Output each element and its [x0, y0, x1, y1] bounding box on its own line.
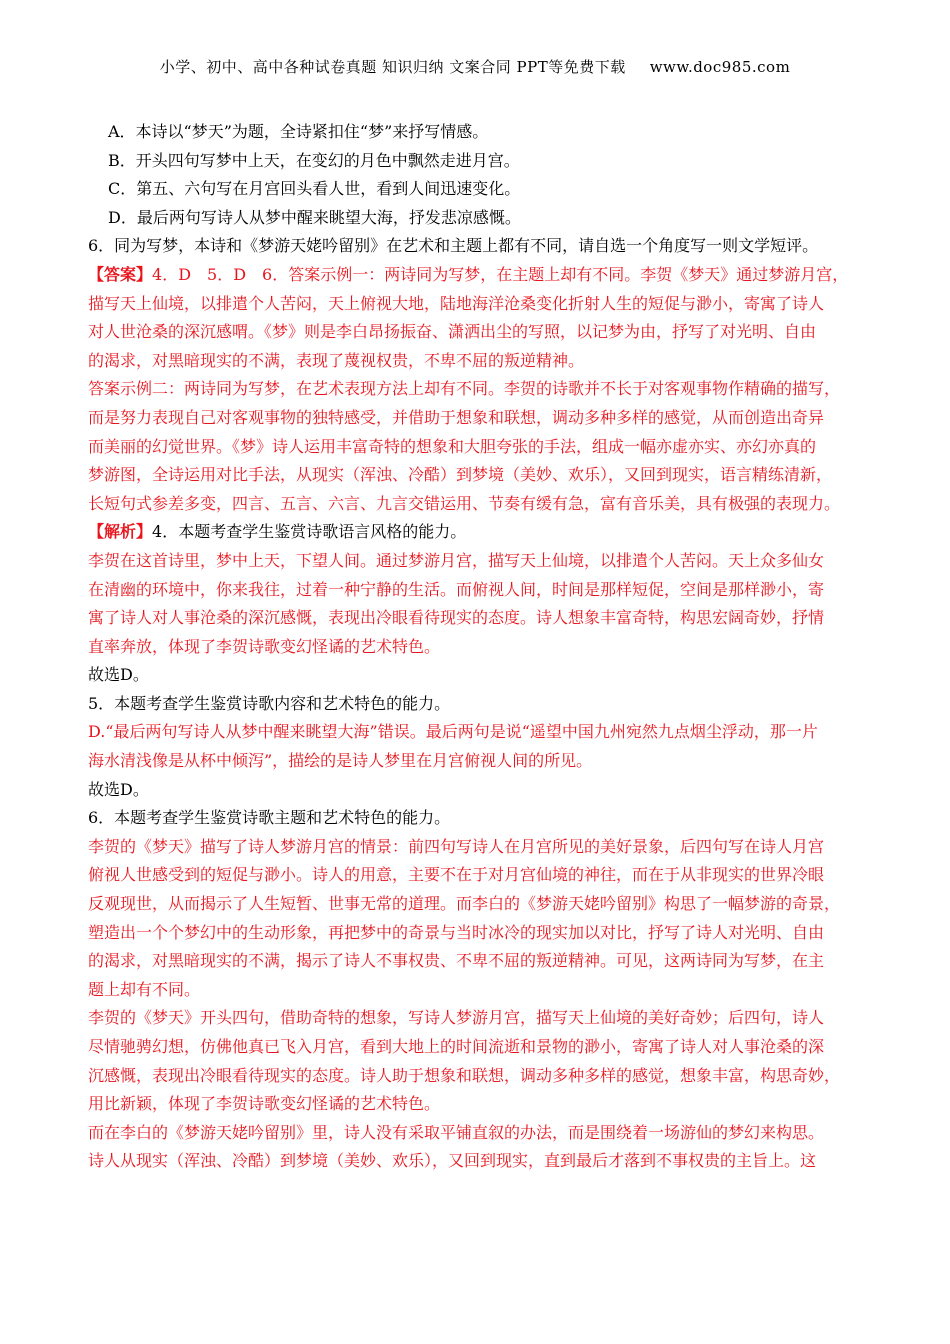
line-text: 李贺的《梦天》描写了诗人梦游月宫的情景：前四句写诗人在月宫所见的美好景象，后四句写在诗人月宫 [88, 836, 825, 856]
document-body [88, 118, 864, 1176]
section-label: 【答案】 [88, 264, 153, 284]
text-line [88, 232, 864, 261]
text-line [88, 747, 864, 776]
text-line [88, 947, 864, 976]
line-text: 反观现世，从而揭示了人生短暂、世事无常的道理。而李白的《梦游天姥吟留别》构思了一幅梦游的奇景， [88, 894, 841, 914]
line-text: 的渴求，对黑暗现实的不满，揭示了诗人不事权贵、不卑不屈的叛逆精神。可见，这两诗同为写梦，在主 [88, 951, 825, 971]
text-line [88, 404, 864, 433]
line-text: 塑造出一个个梦幻中的生动形象，再把梦中的奇景与当时冰冷的现实加以对比，抒写了诗人对光明、自由 [88, 922, 825, 942]
line-text: 对人世沧桑的深沉感喟。《梦》则是李白昂扬振奋、潇洒出尘的写照，以记梦为由，抒写了对光明、自由 [88, 322, 817, 342]
text-line [88, 375, 864, 404]
text-line [88, 433, 864, 462]
line-text: 答案示例二：两诗同为写梦，在艺术表现方法上却有不同。李贺的诗歌并不长于对客观事物作精确的描写， [88, 379, 841, 399]
line-text: 李贺的《梦天》开头四句，借助奇特的想象，写诗人梦游月宫，描写天上仙境的美好奇妙；后四句，诗人 [88, 1008, 825, 1028]
line-text: A．本诗以“梦天”为题，全诗紧扣住“梦”来抒写情感。 [108, 122, 489, 141]
text-line [88, 1004, 864, 1033]
text-line [88, 890, 864, 919]
line-text: 4．本题考查学生鉴赏诗歌语言风格的能力。 [152, 522, 467, 542]
text-line [88, 576, 864, 605]
line-text: 故选D。 [88, 779, 149, 799]
line-text: 而在李白的《梦游天姥吟留别》里，诗人没有采取平铺直叙的办法，而是围绕着一场游仙的梦幻来构思。 [88, 1122, 825, 1142]
line-text: 6．本题考查学生鉴赏诗歌主题和艺术特色的能力。 [88, 808, 451, 828]
text-line [88, 976, 864, 1005]
line-text: 尽情驰骋幻想，仿佛他真已飞入月宫，看到大地上的时间流逝和景物的渺小，寄寓了诗人对人事沧桑的深 [88, 1037, 825, 1056]
text-line [88, 518, 864, 547]
line-text: 俯视人世感受到的短促与渺小。诗人的用意，主要不在于对月宫仙境的神往，而在于从非现实的世界冷眼 [88, 865, 825, 885]
text-line [88, 919, 864, 948]
text-line [88, 1090, 864, 1119]
line-text: D.“最后两句写诗人从梦中醒来眺望大海”错误。最后两句是说“遥望中国九州宛然九点烟尘浮动，那一片 [88, 722, 818, 742]
line-text: D．最后两句写诗人从梦中醒来眺望大海，抒发悲凉感慨。 [108, 207, 521, 227]
line-text: 的渴求，对黑暗现实的不满，表现了蔑视权贵，不卑不屈的叛逆精神。 [88, 350, 585, 370]
text-line [88, 318, 864, 347]
text-line [88, 604, 864, 633]
line-text: 而是努力表现自己对客观事物的独特感受，并借助于想象和联想，调动多种多样的感觉，从而创造出奇异 [88, 407, 825, 427]
text-line [88, 633, 864, 662]
section-label: 【解析】 [88, 522, 153, 542]
text-line [88, 833, 864, 862]
line-text: 用比新颖，体现了李贺诗歌变幻怪谲的艺术特色。 [88, 1094, 441, 1114]
text-line [88, 776, 864, 805]
text-line [88, 1062, 864, 1091]
text-line [88, 1033, 864, 1062]
text-line [88, 1147, 864, 1176]
line-text: 5．本题考查学生鉴赏诗歌内容和艺术特色的能力。 [88, 693, 451, 713]
line-text: 题上却有不同。 [88, 979, 201, 999]
header-text: 小学、初中、高中各种试卷真题 知识归纳 文案合同 PPT等免费下载 [159, 58, 626, 76]
text-line [88, 118, 864, 147]
text-line [88, 1119, 864, 1148]
line-text: 4．D 5．D 6．答案示例一：两诗同为写梦，在主题上却有不同。李贺《梦天》通过梦游月宫， [152, 264, 849, 284]
header-site-link[interactable]: www.doc985.com [649, 58, 791, 76]
text-line [88, 461, 864, 490]
page-header [0, 56, 950, 77]
line-text: 6．同为写梦，本诗和《梦游天姥吟留别》在艺术和主题上都有不同，请自选一个角度写一则文学短评。 [88, 236, 819, 256]
text-line [88, 204, 864, 233]
line-text: 故选D。 [88, 665, 149, 685]
text-line [88, 175, 864, 204]
text-line [88, 261, 864, 290]
text-line [88, 347, 864, 376]
line-text: 李贺在这首诗里，梦中上天，下望人间。通过梦游月宫，描写天上仙境，以排遣个人苦闷。天上众多仙女 [88, 550, 825, 570]
text-line [88, 290, 864, 319]
text-line [88, 147, 864, 176]
line-text: 诗人从现实（浑浊、冷酷）到梦境（美妙、欢乐），又回到现实，直到最后才落到不事权贵的主旨上。这 [88, 1151, 817, 1171]
line-text: 梦游图，全诗运用对比手法，从现实（浑浊、冷酷）到梦境（美妙、欢乐），又回到现实，语言精练清新， [88, 465, 833, 485]
text-line [88, 490, 864, 519]
line-text: 直率奔放，体现了李贺诗歌变幻怪谲的艺术特色。 [88, 636, 441, 656]
line-text: B．开头四句写梦中上天，在变幻的月色中飘然走进月宫。 [108, 150, 520, 170]
line-text: 在清幽的环境中，你来我往，过着一种宁静的生活。而俯视人间，时间是那样短促，空间是那样渺小，寄 [88, 579, 825, 599]
line-text: 描写天上仙境，以排遣个人苦闷，天上俯视大地，陆地海洋沧桑变化折射人生的短促与渺小，寄寓了诗人 [88, 293, 825, 313]
line-text: 海水清浅像是从杯中倾泻”，描绘的是诗人梦里在月宫俯视人间的所见。 [88, 751, 593, 771]
text-line [88, 547, 864, 576]
line-text: 长短句式参差多变，四言、五言、六言、九言交错运用、节奏有缓有急，富有音乐美，具有极强的表现力。 [88, 493, 841, 513]
line-text: 寓了诗人对人事沧桑的深沉感慨，表现出冷眼看待现实的态度。诗人想象丰富奇特，构思宏阔奇妙，抒情 [88, 608, 825, 628]
line-text: C．第五、六句写在月宫回头看人世，看到人间迅速变化。 [108, 179, 521, 199]
text-line [88, 661, 864, 690]
text-line [88, 804, 864, 833]
text-line [88, 718, 864, 747]
text-line [88, 861, 864, 890]
line-text: 沉感慨，表现出冷眼看待现实的态度。诗人助于想象和联想，调动多种多样的感觉，想象丰富，构思奇妙， [88, 1065, 841, 1085]
line-text: 而美丽的幻觉世界。《梦》诗人运用丰富奇特的想象和大胆夸张的手法，组成一幅亦虚亦实、亦幻亦真的 [88, 436, 817, 456]
text-line [88, 690, 864, 719]
